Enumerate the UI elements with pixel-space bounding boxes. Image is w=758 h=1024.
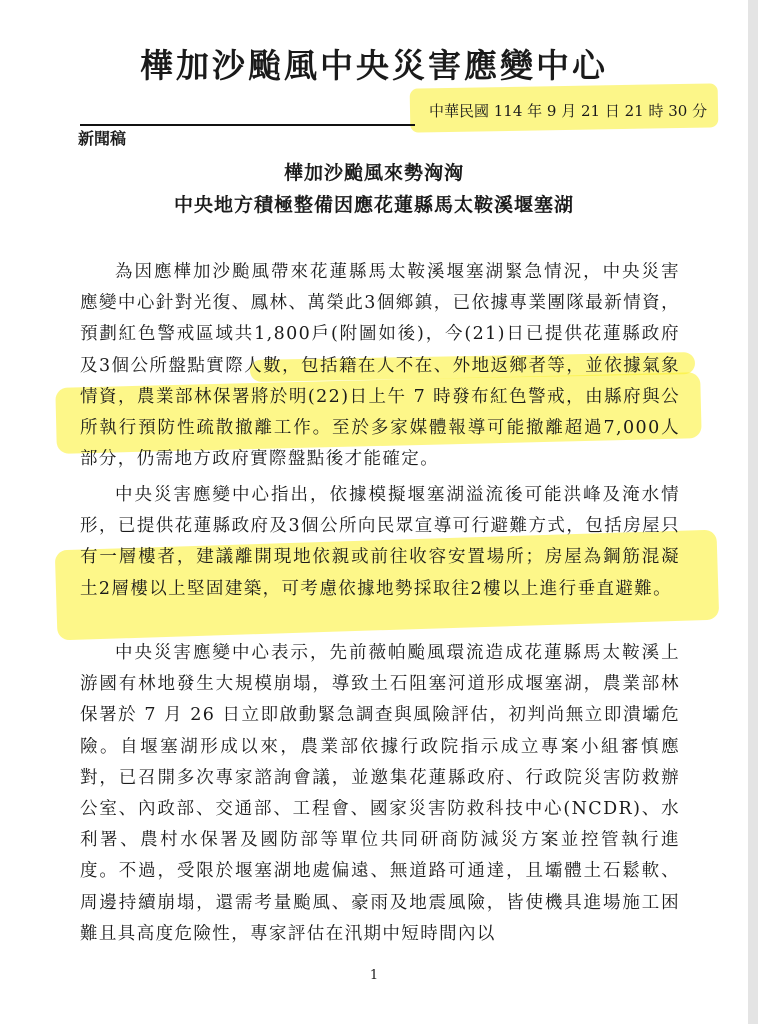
page-edge	[748, 0, 758, 1024]
body-paragraph: 中央災害應變中心指出，依據模擬堰塞湖溢流後可能洪峰及淹水情形，已提供花蓮縣政府及3個公所向民眾宣導可行避難方式，包括房屋只有一層樓者，建議離開現地依親或前往收容安置場所；房屋為鋼筋混凝土2層樓以上堅固建築，可考慮依據地勢採取往2樓以上進行垂直避難。	[80, 485, 680, 599]
body-paragraph: 為因應樺加沙颱風帶來花蓮縣馬太鞍溪堰塞湖緊急情況，中央災害應變中心針對光復、鳳林、萬榮此3個鄉鎮，已依據專業團隊最新情資，預劃紅色警戒區域共1,800戶(附圖如後)，今(21)日已提供花蓮縣政府及3個公所盤點實際人數，包括籍在人不在、外地返鄉者等，並依據氣象情資，農業部林保署將於明(22)日上午 7 時發布紅色警戒，由縣府與公所執行預防性疏散撤離工作。至於多家媒體報導可能撤離超過7,000人部分，仍需地方政府實際盤點後才能確定。	[80, 262, 680, 470]
headline-line-2: 中央地方積極整備因應花蓮縣馬太鞍溪堰塞湖	[173, 194, 574, 216]
body-paragraph: 中央災害應變中心表示，先前薇帕颱風環流造成花蓮縣馬太鞍溪上游國有林地發生大規模崩塌，導致土石阻塞河道形成堰塞湖，農業部林保署於 7 月 26 日立即啟動緊急調查與風險評估，初判尚無立即潰壩危險。自堰塞湖形成以來，農業部依據行政院指示成立專案小組審慎應對，已召開多次專家諮詢會議，並邀集花蓮縣政府、行政院災害防救辦公室、內政部、交通部、工程會、國家災害防救科技中心(NCDR)、水利署、農村水保署及國防部等單位共同研商防減災方案並控管執行進度。不過，受限於堰塞湖地處偏遠、無道路可通達，且壩體土石鬆軟、周邊持續崩塌，還需考量颱風、豪雨及地震風險，皆使機具進場施工困難且具高度危險性，專家評估在汛期中短時間內以	[80, 643, 680, 944]
headline-line-1: 樺加沙颱風來勢洶洶	[283, 162, 464, 184]
page-number: 1	[369, 968, 379, 983]
issue-datetime: 中華民國 114 年 9 月 21 日 21 時 30 分	[429, 102, 708, 120]
press-release-label: 新聞稿	[78, 129, 127, 148]
org-title: 樺加沙颱風中央災害應變中心	[140, 46, 608, 85]
header-rule	[80, 124, 415, 126]
